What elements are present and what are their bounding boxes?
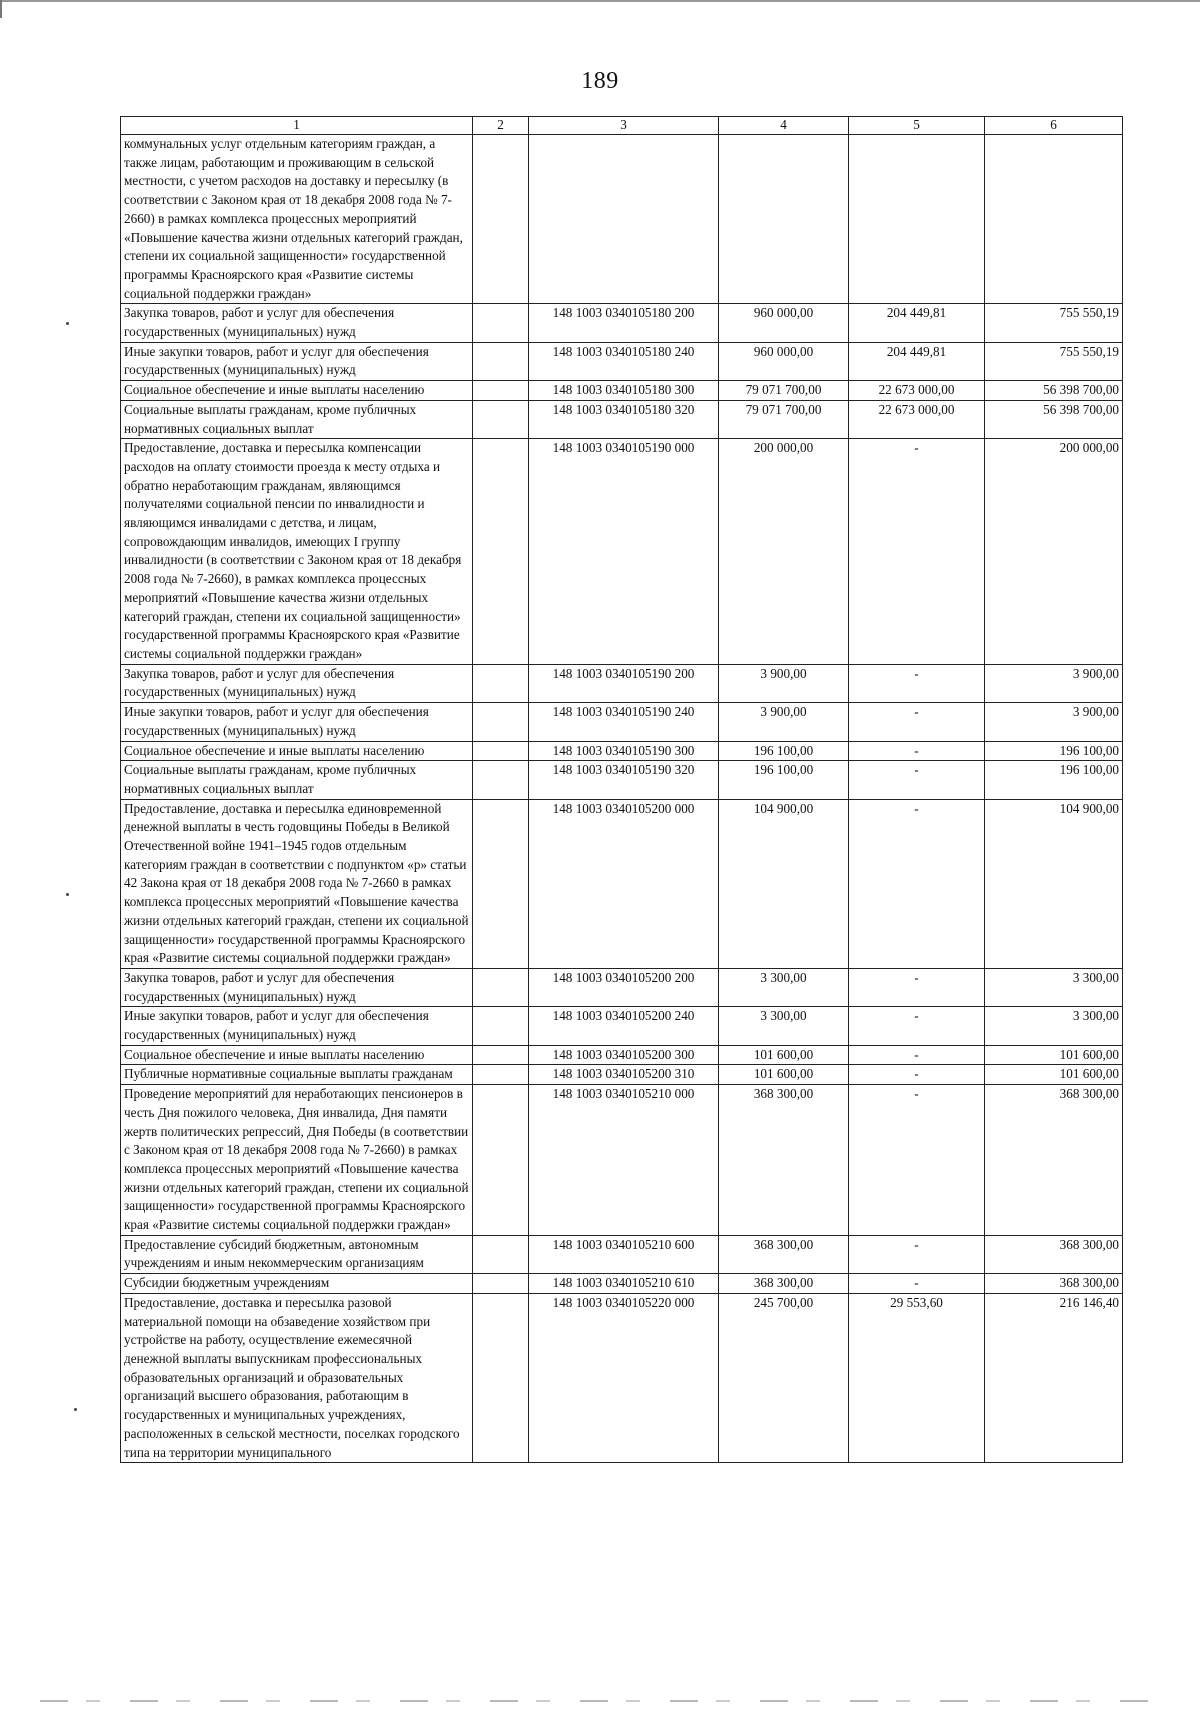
row-remaining-cell: 200 000,00 xyxy=(985,439,1123,664)
row-executed-cell: - xyxy=(849,1235,985,1273)
row-executed-cell: - xyxy=(849,664,985,702)
table-row xyxy=(121,1274,1123,1294)
row-planned-cell: 960 000,00 xyxy=(719,304,849,342)
row-remaining-cell: 755 550,19 xyxy=(985,304,1123,342)
row-code-cell: 148 1003 0340105190 200 xyxy=(529,664,719,702)
row-remaining-cell: 3 900,00 xyxy=(985,703,1123,741)
row-remaining-cell: 3 300,00 xyxy=(985,1007,1123,1045)
row-remaining-cell: 3 300,00 xyxy=(985,968,1123,1006)
row-planned-cell: 196 100,00 xyxy=(719,741,849,761)
table-row xyxy=(121,968,1123,1006)
row-remaining-cell: 104 900,00 xyxy=(985,799,1123,968)
row-remaining-cell: 196 100,00 xyxy=(985,741,1123,761)
row-col2-cell xyxy=(473,1045,529,1065)
table-row xyxy=(121,1235,1123,1273)
row-code-cell: 148 1003 0340105180 300 xyxy=(529,381,719,401)
row-col2-cell xyxy=(473,1235,529,1273)
row-code-cell: 148 1003 0340105180 200 xyxy=(529,304,719,342)
row-code-cell: 148 1003 0340105190 000 xyxy=(529,439,719,664)
row-executed-cell: - xyxy=(849,1007,985,1045)
row-remaining-cell: 368 300,00 xyxy=(985,1274,1123,1294)
row-name-cell: Предоставление, доставка и пересылка разовой материальной помощи на обзаведение хозяйством при устройстве на работу, осуществление ежемесячной денежной выплаты выпускникам профессиональных образовательных организаций и образовательных организаций высшего образования, работающим в государственных и муниципальных учреждениях, расположенных в сельской местности, поселках городского типа на территории муниципального xyxy=(121,1293,473,1462)
row-code-cell: 148 1003 0340105190 240 xyxy=(529,703,719,741)
column-header: 5 xyxy=(849,117,985,135)
row-name-cell: Предоставление, доставка и пересылка единовременной денежной выплаты в честь годовщины Победы в Великой Отечественной войне 1941–1945 годов отдельным категориям граждан в соответствии с подпунктом «р» статьи 42 Закона края от 18 декабря 2008 года № 7-2660 в рамках комплекса процессных мероприятий «Повышение качества жизни отдельных категорий граждан, степени их социальной защищенности» государственной программы Красноярского края «Развитие системы социальной поддержки граждан» xyxy=(121,799,473,968)
row-code-cell: 148 1003 0340105180 240 xyxy=(529,342,719,380)
row-col2-cell xyxy=(473,741,529,761)
table-row xyxy=(121,1007,1123,1045)
row-code-cell: 148 1003 0340105200 240 xyxy=(529,1007,719,1045)
row-col2-cell xyxy=(473,799,529,968)
row-planned-cell: 3 300,00 xyxy=(719,968,849,1006)
row-col2-cell xyxy=(473,304,529,342)
row-executed-cell: - xyxy=(849,1085,985,1236)
row-code-cell: 148 1003 0340105200 200 xyxy=(529,968,719,1006)
row-col2-cell xyxy=(473,664,529,702)
row-remaining-cell: 56 398 700,00 xyxy=(985,381,1123,401)
row-code-cell: 148 1003 0340105180 320 xyxy=(529,400,719,438)
table-row xyxy=(121,703,1123,741)
row-remaining-cell: 196 100,00 xyxy=(985,761,1123,799)
row-code-cell xyxy=(529,135,719,304)
row-name-cell: коммунальных услуг отдельным категориям граждан, а также лицам, работающим и проживающим в сельской местности, с учетом расходов на доставку и пересылку (в соответствии с Законом края от 18 декабря 2008 года № 7-2660) в рамках комплекса процессных мероприятий «Повышение качества жизни отдельных категорий граждан, степени их социальной защищенности» государственной программы Красноярского края «Развитие системы социальной поддержки граждан» xyxy=(121,135,473,304)
row-name-cell: Социальное обеспечение и иные выплаты населению xyxy=(121,1045,473,1065)
row-name-cell: Социальные выплаты гражданам, кроме публичных нормативных социальных выплат xyxy=(121,400,473,438)
scan-noise xyxy=(40,1700,1160,1702)
row-planned-cell xyxy=(719,135,849,304)
row-col2-cell xyxy=(473,439,529,664)
row-col2-cell xyxy=(473,1085,529,1236)
margin-mark xyxy=(66,322,69,325)
table-row xyxy=(121,400,1123,438)
row-planned-cell: 79 071 700,00 xyxy=(719,400,849,438)
row-code-cell: 148 1003 0340105200 000 xyxy=(529,799,719,968)
row-executed-cell: 22 673 000,00 xyxy=(849,400,985,438)
row-name-cell: Социальные выплаты гражданам, кроме публичных нормативных социальных выплат xyxy=(121,761,473,799)
budget-table xyxy=(120,116,1123,1463)
row-planned-cell: 101 600,00 xyxy=(719,1065,849,1085)
row-name-cell: Иные закупки товаров, работ и услуг для обеспечения государственных (муниципальных) нужд xyxy=(121,342,473,380)
row-executed-cell: - xyxy=(849,741,985,761)
row-planned-cell: 368 300,00 xyxy=(719,1235,849,1273)
row-name-cell: Проведение мероприятий для неработающих пенсионеров в честь Дня пожилого человека, Дня инвалида, Дня памяти жертв политических репрессий, Дня Победы (в соответствии с Законом края от 18 декабря 2008 года № 7-2660) в рамках комплекса процессных мероприятий «Повышение качества жизни отдельных категорий граждан, степени их социальной защищенности» государственной программы Красноярского края «Развитие системы социальной поддержки граждан» xyxy=(121,1085,473,1236)
row-name-cell: Закупка товаров, работ и услуг для обеспечения государственных (муниципальных) нужд xyxy=(121,304,473,342)
row-executed-cell: - xyxy=(849,1045,985,1065)
row-col2-cell xyxy=(473,381,529,401)
row-remaining-cell: 101 600,00 xyxy=(985,1045,1123,1065)
table-row xyxy=(121,761,1123,799)
row-planned-cell: 104 900,00 xyxy=(719,799,849,968)
row-executed-cell: 204 449,81 xyxy=(849,342,985,380)
row-remaining-cell: 216 146,40 xyxy=(985,1293,1123,1462)
row-planned-cell: 101 600,00 xyxy=(719,1045,849,1065)
row-remaining-cell: 101 600,00 xyxy=(985,1065,1123,1085)
row-planned-cell: 368 300,00 xyxy=(719,1085,849,1236)
row-col2-cell xyxy=(473,761,529,799)
row-planned-cell: 368 300,00 xyxy=(719,1274,849,1294)
column-header: 4 xyxy=(719,117,849,135)
table-row xyxy=(121,1085,1123,1236)
table-row xyxy=(121,381,1123,401)
row-remaining-cell: 368 300,00 xyxy=(985,1235,1123,1273)
row-code-cell: 148 1003 0340105210 610 xyxy=(529,1274,719,1294)
row-planned-cell: 200 000,00 xyxy=(719,439,849,664)
margin-mark xyxy=(74,1408,77,1411)
page-number: 189 xyxy=(581,68,619,94)
row-name-cell: Предоставление субсидий бюджетным, автономным учреждениям и иным некоммерческим организациям xyxy=(121,1235,473,1273)
row-col2-cell xyxy=(473,400,529,438)
row-remaining-cell: 56 398 700,00 xyxy=(985,400,1123,438)
table-row xyxy=(121,1293,1123,1462)
column-header: 3 xyxy=(529,117,719,135)
row-executed-cell: - xyxy=(849,968,985,1006)
row-name-cell: Социальное обеспечение и иные выплаты населению xyxy=(121,741,473,761)
row-col2-cell xyxy=(473,1293,529,1462)
row-code-cell: 148 1003 0340105220 000 xyxy=(529,1293,719,1462)
row-code-cell: 148 1003 0340105190 320 xyxy=(529,761,719,799)
table-row xyxy=(121,799,1123,968)
row-col2-cell xyxy=(473,135,529,304)
row-name-cell: Публичные нормативные социальные выплаты гражданам xyxy=(121,1065,473,1085)
row-planned-cell: 79 071 700,00 xyxy=(719,381,849,401)
table-header-row xyxy=(121,117,1123,135)
row-name-cell: Закупка товаров, работ и услуг для обеспечения государственных (муниципальных) нужд xyxy=(121,664,473,702)
row-remaining-cell xyxy=(985,135,1123,304)
row-executed-cell: - xyxy=(849,761,985,799)
row-name-cell: Иные закупки товаров, работ и услуг для обеспечения государственных (муниципальных) нужд xyxy=(121,703,473,741)
row-col2-cell xyxy=(473,1065,529,1085)
row-executed-cell: - xyxy=(849,1274,985,1294)
row-executed-cell: - xyxy=(849,1065,985,1085)
row-remaining-cell: 755 550,19 xyxy=(985,342,1123,380)
row-code-cell: 148 1003 0340105210 000 xyxy=(529,1085,719,1236)
margin-mark xyxy=(66,893,69,896)
table-row xyxy=(121,342,1123,380)
row-executed-cell: - xyxy=(849,439,985,664)
row-executed-cell: - xyxy=(849,799,985,968)
row-name-cell: Предоставление, доставка и пересылка компенсации расходов на оплату стоимости проезда к месту отдыха и обратно неработающим гражданам, являющимся получателями социальной пенсии по инвалидности и являющимся инвалидами с детства, и лицам, сопровождающим инвалидов, имеющих I группу инвалидности (в соответствии с Законом края от 18 декабря 2008 года № 7-2660), в рамках комплекса процессных мероприятий «Повышение качества жизни отдельных категорий граждан, степени их социальной защищенности» государственной программы Красноярского края «Развитие системы социальной поддержки граждан» xyxy=(121,439,473,664)
row-name-cell: Субсидии бюджетным учреждениям xyxy=(121,1274,473,1294)
row-planned-cell: 245 700,00 xyxy=(719,1293,849,1462)
column-header: 2 xyxy=(473,117,529,135)
row-name-cell: Социальное обеспечение и иные выплаты населению xyxy=(121,381,473,401)
row-executed-cell: 22 673 000,00 xyxy=(849,381,985,401)
row-col2-cell xyxy=(473,703,529,741)
row-name-cell: Иные закупки товаров, работ и услуг для обеспечения государственных (муниципальных) нужд xyxy=(121,1007,473,1045)
scan-border-top xyxy=(0,0,1200,2)
row-executed-cell: 204 449,81 xyxy=(849,304,985,342)
row-code-cell: 148 1003 0340105200 300 xyxy=(529,1045,719,1065)
row-col2-cell xyxy=(473,1274,529,1294)
row-planned-cell: 196 100,00 xyxy=(719,761,849,799)
row-planned-cell: 960 000,00 xyxy=(719,342,849,380)
column-header: 1 xyxy=(121,117,473,135)
row-planned-cell: 3 900,00 xyxy=(719,664,849,702)
row-planned-cell: 3 300,00 xyxy=(719,1007,849,1045)
row-executed-cell: 29 553,60 xyxy=(849,1293,985,1462)
row-remaining-cell: 3 900,00 xyxy=(985,664,1123,702)
table-row xyxy=(121,304,1123,342)
row-name-cell: Закупка товаров, работ и услуг для обеспечения государственных (муниципальных) нужд xyxy=(121,968,473,1006)
column-header: 6 xyxy=(985,117,1123,135)
table-row xyxy=(121,1045,1123,1065)
row-code-cell: 148 1003 0340105200 310 xyxy=(529,1065,719,1085)
row-remaining-cell: 368 300,00 xyxy=(985,1085,1123,1236)
row-executed-cell: - xyxy=(849,703,985,741)
row-code-cell: 148 1003 0340105210 600 xyxy=(529,1235,719,1273)
table-row xyxy=(121,135,1123,304)
row-executed-cell xyxy=(849,135,985,304)
row-code-cell: 148 1003 0340105190 300 xyxy=(529,741,719,761)
table-row xyxy=(121,664,1123,702)
table-row xyxy=(121,741,1123,761)
table-row xyxy=(121,1065,1123,1085)
row-planned-cell: 3 900,00 xyxy=(719,703,849,741)
row-col2-cell xyxy=(473,1007,529,1045)
table-row xyxy=(121,439,1123,664)
row-col2-cell xyxy=(473,342,529,380)
row-col2-cell xyxy=(473,968,529,1006)
scan-border-left xyxy=(0,0,2,18)
